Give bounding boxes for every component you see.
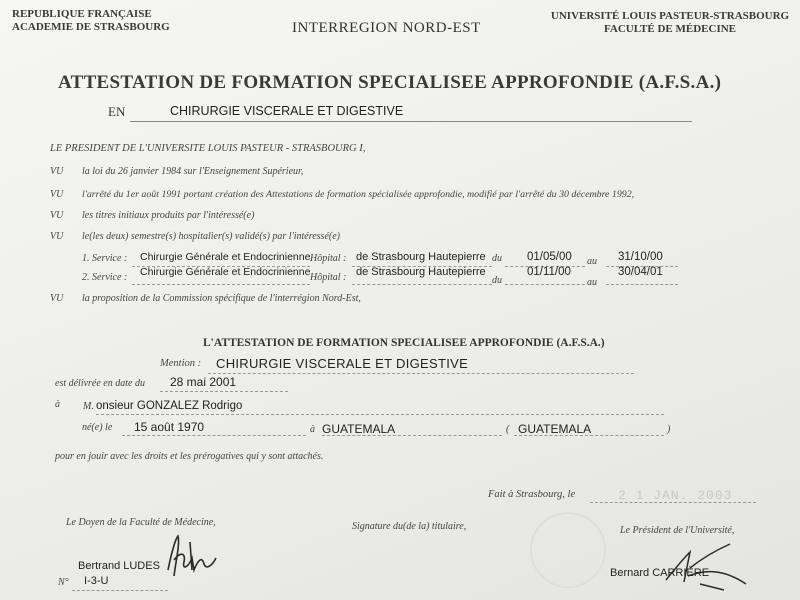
service-2-label: 2. Service : [82,272,128,283]
vu-label-3: VU [50,210,64,221]
fait-date-stamp: 2 1 JAN. 2003 [618,488,733,503]
service-1-du-value: 01/05/00 [527,251,572,263]
mention-underline [208,373,634,374]
vu-label-4: VU [50,231,64,242]
en-underline [130,121,692,122]
header-right [540,10,800,36]
m-label: M. [83,401,94,412]
header-left-line1: REPUBLIQUE FRANÇAISE [12,8,152,20]
service-2-hopital-label: Hôpital : [310,272,347,283]
service-1-du-label: du [492,253,502,264]
service-2-hopital-underline [352,284,492,285]
vu-label-2: VU [50,189,64,200]
born-date-underline [122,435,306,436]
no-underline [72,590,168,591]
service-1-value: Chirurgie Générale et Endocrinienne [140,251,311,263]
service-2-du-value: 01/11/00 [527,266,571,278]
service-2-value: Chirurgie Générale et Endocrinienne [140,266,311,278]
sub-title: L'ATTESTATION DE FORMATION SPECIALISEE APPROFONDIE (A.F.S.A.) [203,337,605,349]
doyen-name: Bertrand LUDES [78,560,160,572]
service-1-au-value: 31/10/00 [618,251,663,263]
mention-label: Mention : [160,358,202,369]
document-title: ATTESTATION DE FORMATION SPECIALISEE APPROFONDIE (A.F.S.A.) [58,72,722,93]
rights-text: pour en jouir avec les droits et les prérogatives qui y sont attachés. [55,451,324,462]
vu-text-2: l'arrêté du 1er août 1991 portant création des Attestations de formation spécialisée approfondie, modifié par l'arrêté du 30 décembre 1992, [82,189,635,200]
service-2-au-underline [606,284,678,285]
president-sign-label: Le Président de l'Université, [620,525,735,536]
country-value: GUATEMALA [518,422,592,436]
service-2-du-label: du [492,275,502,286]
doyen-signature-icon [160,530,230,582]
born-place-value: GUATEMALA [322,422,396,436]
service-1-au-label: au [587,256,597,267]
header-center: INTERREGION NORD-EST [292,20,481,36]
signature-label: Signature du(de la) titulaire, [352,521,467,532]
service-2-au-label: au [587,277,597,288]
header-left [12,8,170,34]
no-label: N° [58,577,69,588]
service-1-hopital-label: Hôpital : [310,253,347,264]
name-value: onsieur GONZALEZ Rodrigo [96,400,243,412]
service-2-underline [132,284,310,285]
a-label: à [55,399,60,410]
born-label: né(e) le [82,422,113,433]
seal-icon [530,512,606,588]
vu-text-4: le(les deux) semestre(s) hospitalier(s) validé(s) par l'intéressé(e) [82,231,340,242]
header-right-line2: FACULTÉ DE MÉDECINE [603,23,737,35]
vu-text-5: la proposition de la Commission spécifique de l'interrégion Nord-Est, [82,293,361,304]
vu-text-1: la loi du 26 janvier 1984 sur l'Enseignement Supérieur, [82,166,304,177]
name-underline [96,414,664,415]
country-open: ( [506,424,510,435]
service-2-au-value: 30/04/01 [618,266,663,278]
service-2-hopital-value: de Strasbourg Hautepierre [356,266,486,278]
en-value: CHIRURGIE VISCERALE ET DIGESTIVE [170,104,404,118]
delivered-underline [160,391,288,392]
header-left-line2: ACADEMIE DE STRASBOURG [12,21,170,33]
vu-label-1: VU [50,166,64,177]
no-value: I-3-U [84,575,109,587]
president-line: LE PRESIDENT DE L'UNIVERSITE LOUIS PASTEUR - STRASBOURG I, [50,143,366,154]
fait-label: Fait à Strasbourg, le [488,489,576,500]
service-1-label: 1. Service : [82,253,128,264]
born-date-value: 15 août 1970 [134,420,205,434]
delivered-value: 28 mai 2001 [170,375,237,389]
doyen-label: Le Doyen de la Faculté de Médecine, [66,517,216,528]
en-label: EN [108,104,126,119]
mention-value: CHIRURGIE VISCERALE ET DIGESTIVE [216,356,469,371]
country-close: ) [667,424,671,435]
president-name: Bernard CARRIÈRE [610,567,710,579]
delivered-label: est délivrée en date du [55,378,145,389]
service-2-du-underline [505,284,585,285]
vu-text-3: les titres initiaux produits par l'intéressé(e) [82,210,255,221]
service-1-hopital-value: de Strasbourg Hautepierre [356,251,486,263]
header-right-line1: UNIVERSITÉ LOUIS PASTEUR-STRASBOURG [550,10,790,22]
born-a-label: à [310,424,315,435]
vu-label-5: VU [50,293,64,304]
